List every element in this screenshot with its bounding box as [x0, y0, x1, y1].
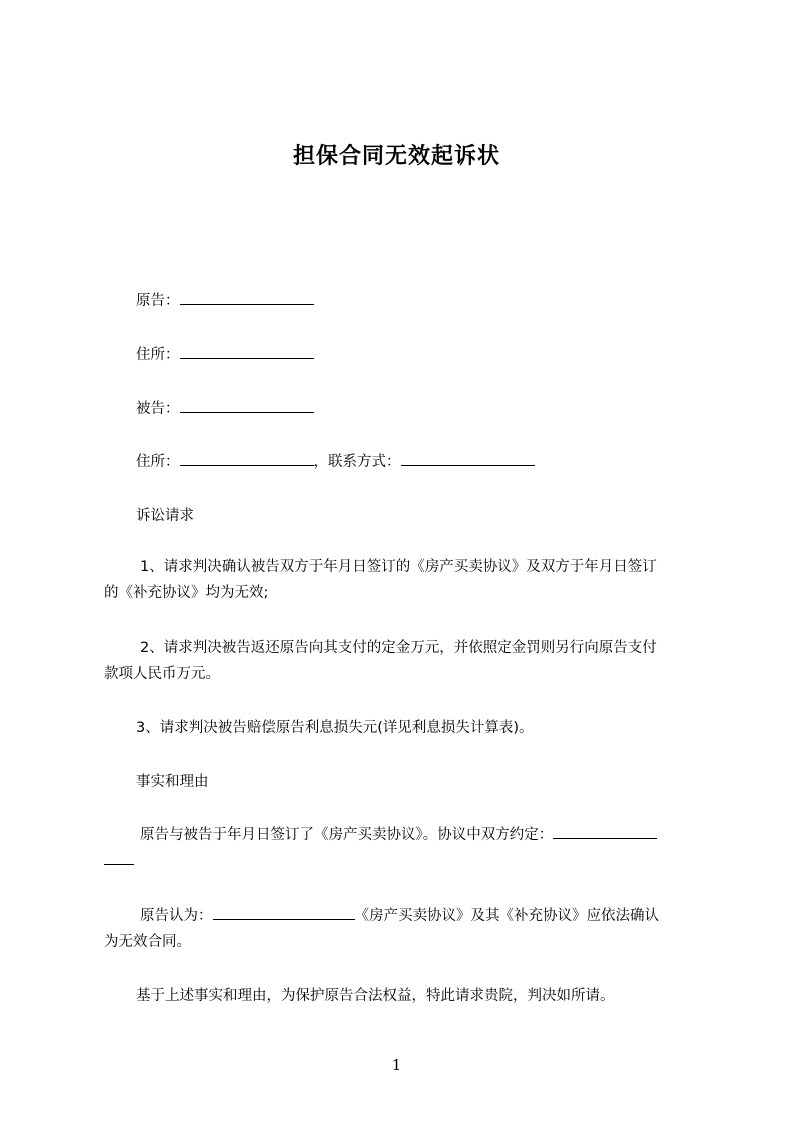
facts-para-1-text: 原告与被告于年月日签订了《房产买卖协议》。协议中双方约定： — [140, 827, 554, 843]
facts-para-1-blank — [553, 824, 657, 839]
facts-para-2-line-2: 为无效合同。 — [104, 934, 191, 950]
claim-item-3: 3、请求判决被告赔偿原告利息损失元(详见利息损失计算表)。 — [136, 720, 534, 736]
defendant-address-blank — [180, 451, 314, 466]
plaintiff-field — [136, 290, 314, 312]
facts-para-2-line-1 — [140, 905, 659, 927]
contact-blank — [401, 451, 535, 466]
facts-para-2-text: 《房产买卖协议》及其《补充协议》应依法确认 — [354, 908, 659, 924]
facts-heading: 事实和理由 — [136, 774, 209, 790]
plaintiff-address-field — [136, 344, 314, 366]
facts-para-2-label: 原告认为： — [140, 908, 213, 924]
defendant-label: 被告： — [136, 401, 180, 417]
facts-para-1-line-1 — [140, 824, 657, 846]
claim-item-2-line-1: 2、请求判决被告返还原告向其支付的定金万元，并依照定金罚则另行向原告支付 — [140, 640, 657, 656]
contact-label: 联系方式： — [328, 454, 401, 470]
plaintiff-address-blank — [180, 344, 314, 359]
defendant-blank — [180, 398, 314, 413]
comma-separator: ， — [313, 454, 328, 470]
facts-para-2-blank — [213, 905, 355, 920]
page-number: 1 — [391, 1056, 402, 1074]
plaintiff-address-label: 住所： — [136, 347, 180, 363]
plaintiff-blank — [180, 290, 314, 305]
defendant-address-label: 住所： — [136, 454, 180, 470]
facts-para-1-line-2 — [104, 850, 134, 872]
defendant-field — [136, 398, 314, 420]
claim-item-2-line-2: 款项人民币万元。 — [104, 666, 220, 682]
conclusion-paragraph: 基于上述事实和理由，为保护原告合法权益，特此请求贵院，判决如所请。 — [136, 988, 615, 1004]
defendant-address-field — [136, 451, 535, 473]
claim-item-1-line-2: 的《补充协议》均为无效; — [104, 585, 269, 601]
facts-para-1-blank-continued — [104, 850, 134, 865]
claims-heading: 诉讼请求 — [136, 508, 194, 524]
plaintiff-label: 原告： — [136, 293, 180, 309]
document-title: 担保合同无效起诉状 — [292, 144, 500, 169]
claim-item-1-line-1: 1、请求判决确认被告双方于年月日签订的《房产买卖协议》及双方于年月日签订 — [140, 559, 657, 575]
